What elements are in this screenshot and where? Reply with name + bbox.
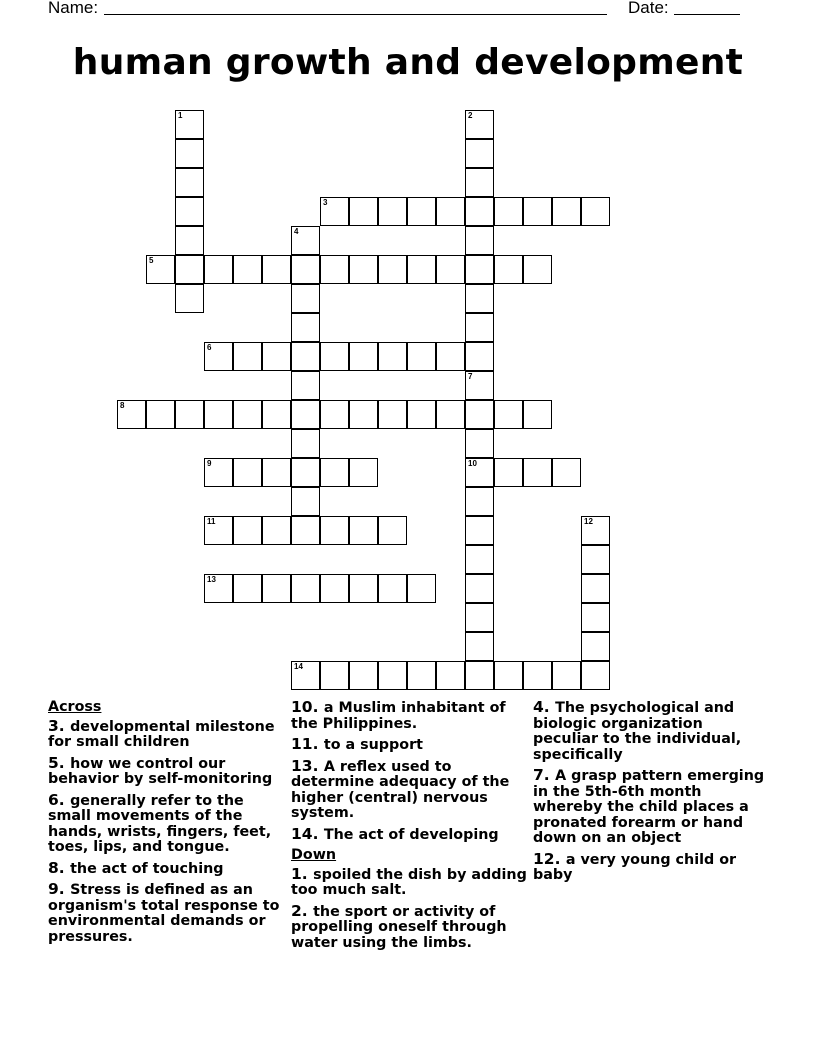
clue-item-number: 4. <box>533 698 556 716</box>
across-clue-list <box>48 716 284 946</box>
grid-cell[interactable] <box>349 400 378 429</box>
grid-cell[interactable] <box>262 574 291 603</box>
grid-cell[interactable] <box>291 429 320 458</box>
grid-cell[interactable] <box>233 458 262 487</box>
name-label: Name: <box>48 0 99 17</box>
grid-cell[interactable] <box>204 255 233 284</box>
grid-cell[interactable] <box>320 255 349 284</box>
grid-cell[interactable] <box>320 342 349 371</box>
grid-cell[interactable] <box>378 400 407 429</box>
clue-item-text: how we control our behavior by self-monitoring <box>48 755 273 787</box>
grid-cell[interactable] <box>291 516 320 545</box>
grid-cell[interactable] <box>349 255 378 284</box>
grid-cell[interactable] <box>175 168 204 197</box>
across-heading: Across <box>48 699 102 715</box>
grid-cell[interactable] <box>523 197 552 226</box>
clue-item <box>291 864 527 899</box>
clue-item-text: the act of touching <box>70 860 224 877</box>
clue-item-number: 5. <box>48 753 71 772</box>
clue-number: 11 <box>207 517 216 526</box>
across-clue-list-continued <box>291 700 527 843</box>
grid-cell[interactable] <box>175 400 204 429</box>
grid-cell[interactable] <box>175 197 204 226</box>
grid-cell[interactable] <box>581 632 610 661</box>
grid-cell[interactable] <box>204 400 233 429</box>
clue-item <box>291 700 527 732</box>
grid-cell[interactable] <box>494 458 523 487</box>
grid-cell[interactable] <box>465 168 494 197</box>
clue-item-text: generally refer to the small movements of the hands, wrists, fingers, feet, toes, lips, and tongue. <box>48 792 272 855</box>
grid-cell[interactable] <box>465 632 494 661</box>
grid-cell[interactable] <box>523 661 552 690</box>
clue-item-text: The act of developing <box>323 826 499 843</box>
clue-item-number: 2. <box>291 901 314 920</box>
grid-cell[interactable] <box>465 429 494 458</box>
grid-cell[interactable] <box>349 342 378 371</box>
clue-item <box>291 824 527 844</box>
clue-number: 14 <box>294 662 303 671</box>
page-title: human growth and development <box>72 42 744 83</box>
grid-cell[interactable] <box>552 661 581 690</box>
grid-cell[interactable] <box>407 400 436 429</box>
clue-number: 7 <box>468 372 473 381</box>
grid-cell[interactable] <box>465 255 494 284</box>
grid-cell[interactable] <box>320 197 349 226</box>
clue-item <box>533 849 769 884</box>
clue-item-text: Stress is defined as an organism's total response to environmental demands or pressures. <box>48 882 280 945</box>
clue-item-number: 11. <box>291 735 324 753</box>
grid-cell[interactable] <box>233 574 262 603</box>
clue-item <box>48 882 284 945</box>
clue-number: 2 <box>468 111 473 120</box>
clues-column-1 <box>48 700 284 950</box>
grid-cell[interactable] <box>262 400 291 429</box>
down-clue-list <box>291 864 527 952</box>
grid-cell[interactable] <box>407 574 436 603</box>
clue-number: 3 <box>323 198 328 207</box>
clue-item-number: 14. <box>291 824 324 843</box>
grid-cell[interactable] <box>204 516 233 545</box>
clue-item-text: a very young child or baby <box>533 851 737 883</box>
grid-cell[interactable] <box>407 197 436 226</box>
clue-item-text: A reflex used to determine adequacy of the higher (central) nervous system. <box>291 758 510 821</box>
clue-number: 10 <box>468 459 477 468</box>
clue-item <box>533 700 769 763</box>
grid-cell[interactable] <box>320 458 349 487</box>
grid-cell[interactable] <box>349 458 378 487</box>
grid-cell[interactable] <box>465 284 494 313</box>
grid-cell[interactable] <box>494 400 523 429</box>
clue-item-text: the sport or activity of propelling oneself through water using the limbs. <box>291 903 507 951</box>
clue-item <box>291 756 527 822</box>
grid-cell[interactable] <box>175 110 204 139</box>
grid-cell[interactable] <box>320 574 349 603</box>
clue-item-number: 13. <box>291 756 324 775</box>
grid-cell[interactable] <box>117 400 146 429</box>
clue-item-number: 10. <box>291 698 324 716</box>
grid-cell[interactable] <box>291 574 320 603</box>
grid-cell[interactable] <box>291 661 320 690</box>
clue-item-text: a Muslim inhabitant of the Philippines. <box>291 700 506 732</box>
clue-item <box>291 901 527 952</box>
clue-item-text: The psychological and biologic organization peculiar to the individual, specifically <box>533 700 742 763</box>
grid-cell[interactable] <box>233 400 262 429</box>
grid-cell[interactable] <box>291 313 320 342</box>
grid-cell[interactable] <box>465 545 494 574</box>
grid-cell[interactable] <box>378 255 407 284</box>
clue-number: 6 <box>207 343 212 352</box>
grid-cell[interactable] <box>378 516 407 545</box>
grid-cell[interactable] <box>465 400 494 429</box>
down-clue-list-continued <box>533 700 769 884</box>
grid-cell[interactable] <box>204 458 233 487</box>
grid-cell[interactable] <box>146 255 175 284</box>
grid-cell[interactable] <box>581 603 610 632</box>
grid-cell[interactable] <box>262 458 291 487</box>
grid-cell[interactable] <box>465 661 494 690</box>
grid-cell[interactable] <box>552 458 581 487</box>
grid-cell[interactable] <box>349 574 378 603</box>
clue-number: 13 <box>207 575 216 584</box>
grid-cell[interactable] <box>233 342 262 371</box>
grid-cell[interactable] <box>407 255 436 284</box>
grid-cell[interactable] <box>320 661 349 690</box>
grid-cell[interactable] <box>291 458 320 487</box>
grid-cell[interactable] <box>291 284 320 313</box>
clue-item-text: spoiled the dish by adding too much salt. <box>291 866 527 898</box>
clue-item-number: 3. <box>48 716 71 735</box>
clue-item-text: developmental milestone for small children <box>48 718 275 750</box>
grid-cell[interactable] <box>465 371 494 400</box>
grid-cell[interactable] <box>349 197 378 226</box>
grid-cell[interactable] <box>465 197 494 226</box>
clue-item-text: to a support <box>323 737 423 753</box>
grid-cell[interactable] <box>436 661 465 690</box>
clues-column-2 <box>291 700 527 956</box>
grid-cell[interactable] <box>523 400 552 429</box>
grid-cell[interactable] <box>552 197 581 226</box>
grid-cell[interactable] <box>262 342 291 371</box>
grid-cell[interactable] <box>465 226 494 255</box>
grid-cell[interactable] <box>320 400 349 429</box>
clue-item <box>48 790 284 856</box>
grid-cell[interactable] <box>436 197 465 226</box>
grid-cell[interactable] <box>436 255 465 284</box>
grid-cell[interactable] <box>465 574 494 603</box>
clue-number: 8 <box>120 401 125 410</box>
clue-item-number: 7. <box>533 766 556 784</box>
clue-item-number: 6. <box>48 790 71 809</box>
grid-cell[interactable] <box>581 574 610 603</box>
down-heading: Down <box>291 847 337 863</box>
grid-cell[interactable] <box>204 574 233 603</box>
grid-cell[interactable] <box>349 661 378 690</box>
grid-cell[interactable] <box>494 255 523 284</box>
grid-cell[interactable] <box>378 342 407 371</box>
clue-number: 1 <box>178 111 183 120</box>
clue-number: 12 <box>584 517 593 526</box>
grid-cell[interactable] <box>146 400 175 429</box>
grid-cell[interactable] <box>465 110 494 139</box>
grid-cell[interactable] <box>320 516 349 545</box>
grid-cell[interactable] <box>407 661 436 690</box>
grid-cell[interactable] <box>204 342 233 371</box>
grid-cell[interactable] <box>494 661 523 690</box>
grid-cell[interactable] <box>349 516 378 545</box>
clue-item <box>533 768 769 847</box>
grid-cell[interactable] <box>291 226 320 255</box>
clue-item <box>291 737 527 754</box>
grid-cell[interactable] <box>291 255 320 284</box>
clue-item-number: 1. <box>291 864 314 883</box>
grid-cell[interactable] <box>465 139 494 168</box>
grid-cell[interactable] <box>581 197 610 226</box>
grid-cell[interactable] <box>291 400 320 429</box>
clue-item <box>48 753 284 788</box>
grid-cell[interactable] <box>494 197 523 226</box>
clues-column-3 <box>533 700 769 889</box>
grid-cell[interactable] <box>378 574 407 603</box>
clue-number: 4 <box>294 227 299 236</box>
grid-cell[interactable] <box>291 342 320 371</box>
grid-cell[interactable] <box>523 458 552 487</box>
grid-cell[interactable] <box>436 342 465 371</box>
grid-cell[interactable] <box>523 255 552 284</box>
clue-item <box>48 858 284 878</box>
grid-cell[interactable] <box>378 661 407 690</box>
clue-item-number: 12. <box>533 849 566 868</box>
grid-cell[interactable] <box>175 284 204 313</box>
clue-item <box>48 716 284 751</box>
grid-cell[interactable] <box>378 197 407 226</box>
grid-cell[interactable] <box>581 661 610 690</box>
grid-cell[interactable] <box>465 313 494 342</box>
grid-cell[interactable] <box>465 516 494 545</box>
grid-cell[interactable] <box>291 487 320 516</box>
grid-cell[interactable] <box>581 545 610 574</box>
clue-number: 9 <box>207 459 212 468</box>
grid-cell[interactable] <box>175 139 204 168</box>
grid-cell[interactable] <box>407 342 436 371</box>
grid-cell[interactable] <box>233 516 262 545</box>
grid-cell[interactable] <box>175 255 204 284</box>
clue-item-text: A grasp pattern emerging in the 5th-6th month whereby the child places a pronated forearm or hand down on an object <box>533 768 765 846</box>
grid-cell[interactable] <box>262 516 291 545</box>
grid-cell[interactable] <box>465 342 494 371</box>
clue-item-number: 9. <box>48 880 71 898</box>
grid-cell[interactable] <box>233 255 262 284</box>
grid-cell[interactable] <box>291 371 320 400</box>
grid-cell[interactable] <box>262 255 291 284</box>
grid-cell[interactable] <box>175 226 204 255</box>
grid-cell[interactable] <box>436 400 465 429</box>
clue-number: 5 <box>149 256 154 265</box>
grid-cell[interactable] <box>465 458 494 487</box>
date-label: Date: <box>628 0 669 17</box>
grid-cell[interactable] <box>581 516 610 545</box>
grid-cell[interactable] <box>465 603 494 632</box>
clue-item-number: 8. <box>48 858 71 877</box>
grid-cell[interactable] <box>465 487 494 516</box>
